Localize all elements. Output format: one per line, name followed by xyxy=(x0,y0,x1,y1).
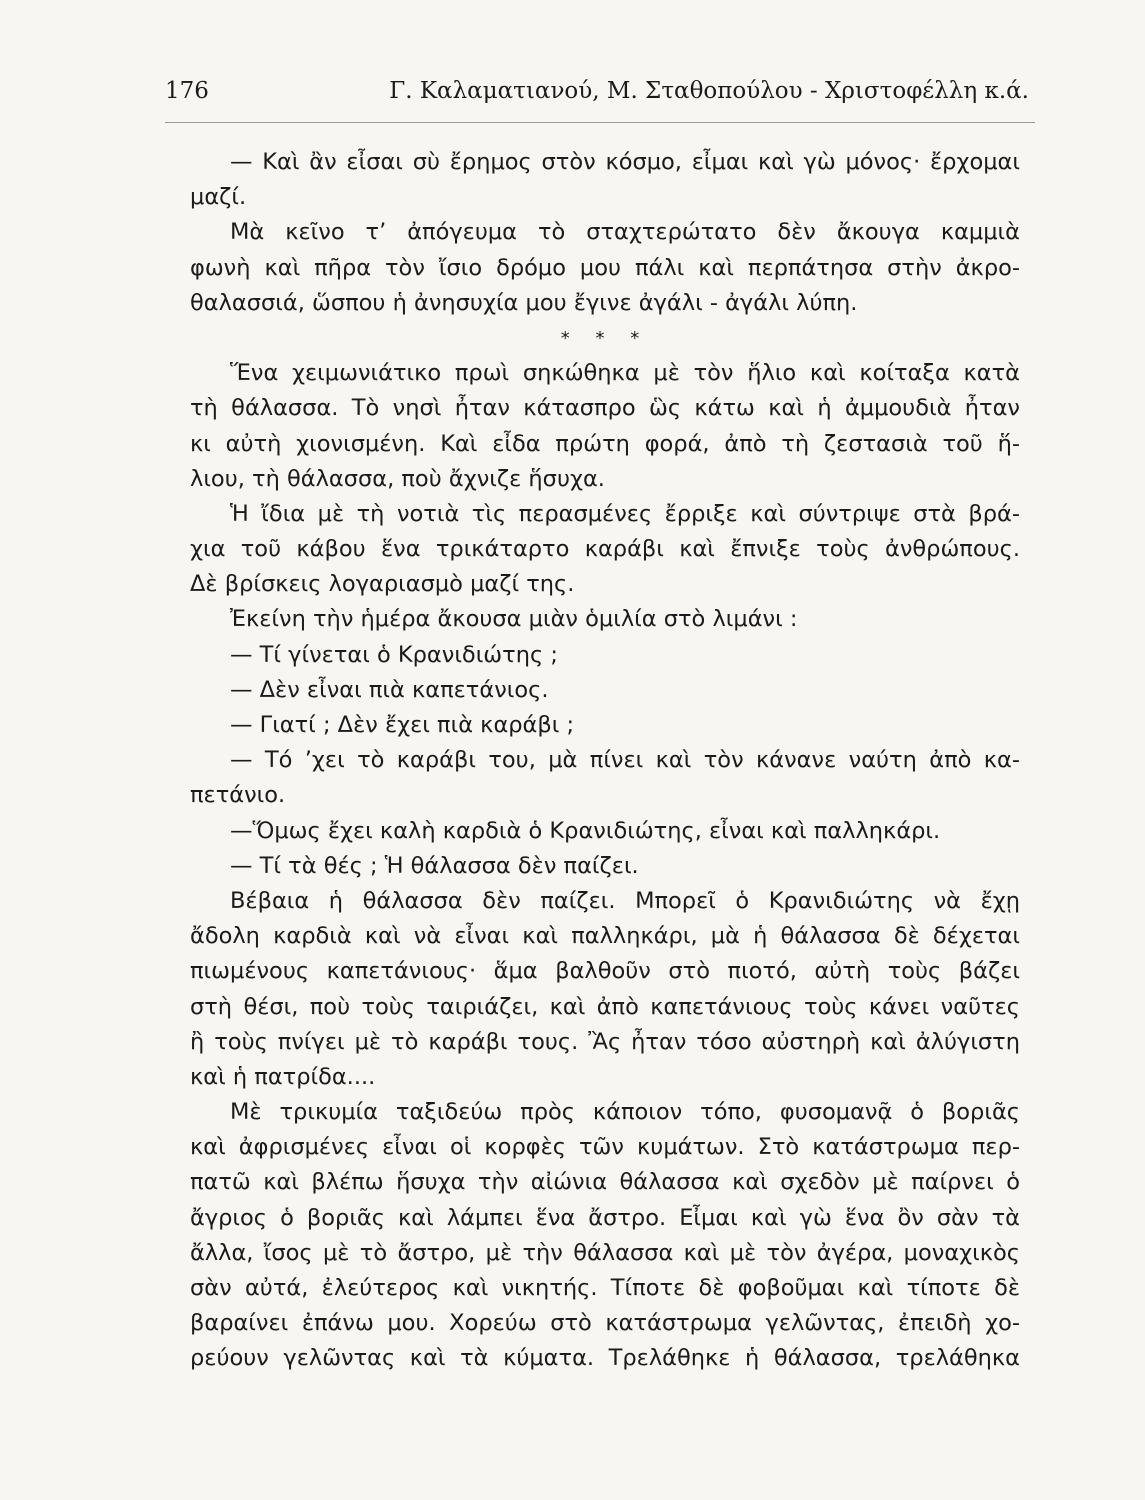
text-line: ἢ τοὺς πνίγει μὲ τὸ καράβι τους. Ἂς ἦταν τόσο αὐστηρὴ καὶ ἀλύγιστη xyxy=(190,1028,1020,1055)
text-line: —Ὅμως ἔχει καλὴ καρδιὰ ὁ Κρανιδιώτης, εἶναι καὶ παλληκάρι. xyxy=(230,817,941,844)
text-line: ἄδολη καρδιὰ καὶ νὰ εἶναι καὶ παλληκάρι, μὰ ἡ θάλασσα δὲ δέχεται xyxy=(190,923,1020,950)
text-line: λιου, τὴ θάλασσα, ποὺ ἄχνιζε ἥσυχα. xyxy=(190,465,605,492)
text-line: ρεύουν γελῶντας καὶ τὰ κύματα. Τρελάθηκε ἡ θάλασσα, τρελάθηκα xyxy=(190,1345,1020,1372)
text-line: Ἡ ἴδια μὲ τὴ νοτιὰ τὶς περασμένες ἔρριξε καὶ σύντριψε στὰ βρά- xyxy=(230,500,1020,527)
text-line: στὴ θέσι, ποὺ τοὺς ταιριάζει, καὶ ἀπὸ καπετάνιους τοὺς κάνει ναῦτες xyxy=(190,993,1020,1020)
text-line: Ἕνα χειμωνιάτικο πρωὶ σηκώθηκα μὲ τὸν ἥλιο καὶ κοίταξα κατὰ xyxy=(230,360,1020,387)
header-rule xyxy=(165,122,1035,123)
body-text xyxy=(190,145,1020,1377)
text-line: Μὰ κεῖνο τ’ ἀπόγευμα τὸ σταχτερώτατο δὲν ἄκουγα καμμιὰ xyxy=(230,219,1020,246)
text-line: καὶ ἡ πατρίδα.... xyxy=(190,1063,376,1090)
text-line: μαζί. xyxy=(190,184,247,211)
text-line: πετάνιο. xyxy=(190,782,286,809)
text-line: — Γιατί ; Δὲν ἔχει πιὰ καράβι ; xyxy=(230,712,575,738)
text-line: ἄλλα, ἴσος μὲ τὸ ἄστρο, μὲ τὴν θάλασσα καὶ μὲ τὸν ἀγέρα, μοναχικὸς xyxy=(190,1239,1020,1266)
text-line: Βέβαια ἡ θάλασσα δὲν παίζει. Μπορεῖ ὁ Κρανιδιώτης νὰ ἔχῃ xyxy=(230,887,1020,914)
text-line: — Καὶ ἂν εἶσαι σὺ ἔρημος στὸν κόσμο, εἶμαι καὶ γὼ μόνος· ἔρχομαι xyxy=(230,149,1020,175)
text-line: Ἐκείνη τὴν ἡμέρα ἄκουσα μιὰν ὁμιλία στὸ λιμάνι : xyxy=(230,606,798,633)
page-number: 176 xyxy=(165,78,209,104)
text-line: χια τοῦ κάβου ἕνα τρικάταρτο καράβι καὶ ἔπνιξε τοὺς ἀνθρώπους. xyxy=(190,536,1020,563)
text-line: πιωμένους καπετάνιους· ἅμα βαλθοῦν στὸ πιοτό, αὐτὴ τοὺς βάζει xyxy=(190,958,1020,985)
text-line: Δὲ βρίσκεις λογαριασμὸ μαζί της. xyxy=(190,571,575,598)
text-line: καὶ ἀφρισμένες εἶναι οἱ κορφὲς τῶν κυμάτων. Στὸ κατάστρωμα περ- xyxy=(190,1134,1020,1161)
text-line: πατῶ καὶ βλέπω ἥσυχα τὴν αἰώνια θάλασσα καὶ σχεδὸν μὲ παίρνει ὁ xyxy=(190,1169,1020,1196)
running-title: Γ. Καλαματιανού, Μ. Σταθοπούλου - Χριστοφέλλη κ.ά. xyxy=(389,78,1029,104)
text-line: — Τί γίνεται ὁ Κρανιδιώτης ; xyxy=(230,641,558,668)
page-header xyxy=(165,78,1035,118)
text-line: κι αὐτὴ χιονισμένη. Καὶ εἶδα πρώτη φορά, ἀπὸ τὴ ζεστασιὰ τοῦ ἥ- xyxy=(190,430,1020,457)
text-line: σὰν αὐτά, ἐλεύτερος καὶ νικητής. Τίποτε δὲ φοβοῦμαι καὶ τίποτε δὲ xyxy=(190,1275,1020,1301)
text-line: τὴ θάλασσα. Τὸ νησὶ ἦταν κάτασπρο ὣς κάτω καὶ ἡ ἀμμουδιὰ ἦταν xyxy=(190,395,1020,422)
text-line: ἄγριος ὁ βοριᾶς καὶ λάμπει ἕνα ἄστρο. Εἶμαι καὶ γὼ ἕνα ὂν σὰν τὰ xyxy=(190,1204,1020,1231)
text-line: θαλασσιά, ὥσπου ἡ ἀνησυχία μου ἔγινε ἀγάλι - ἀγάλι λύπη. xyxy=(190,289,858,316)
text-line: — Τό ’χει τὸ καράβι του, μὰ πίνει καὶ τὸν κάνανε ναύτη ἀπὸ κα- xyxy=(230,747,1020,774)
text-line: βαραίνει ἐπάνω μου. Χορεύω στὸ κατάστρωμα γελῶντας, ἐπειδὴ χο- xyxy=(190,1310,1020,1337)
text-line: — Δὲν εἶναι πιὰ καπετάνιος. xyxy=(230,676,549,703)
section-separator: * * * xyxy=(560,327,650,349)
text-line: Μὲ τρικυμία ταξιδεύω πρὸς κάποιον τόπο, φυσομανᾷ ὁ βοριᾶς xyxy=(230,1099,1020,1126)
text-line: — Τί τὰ θές ; Ἡ θάλασσα δὲν παίζει. xyxy=(230,852,639,879)
text-line: φωνὴ καὶ πῆρα τὸν ἴσιο δρόμο μου πάλι καὶ περπάτησα στὴν ἀκρο- xyxy=(190,254,1020,281)
